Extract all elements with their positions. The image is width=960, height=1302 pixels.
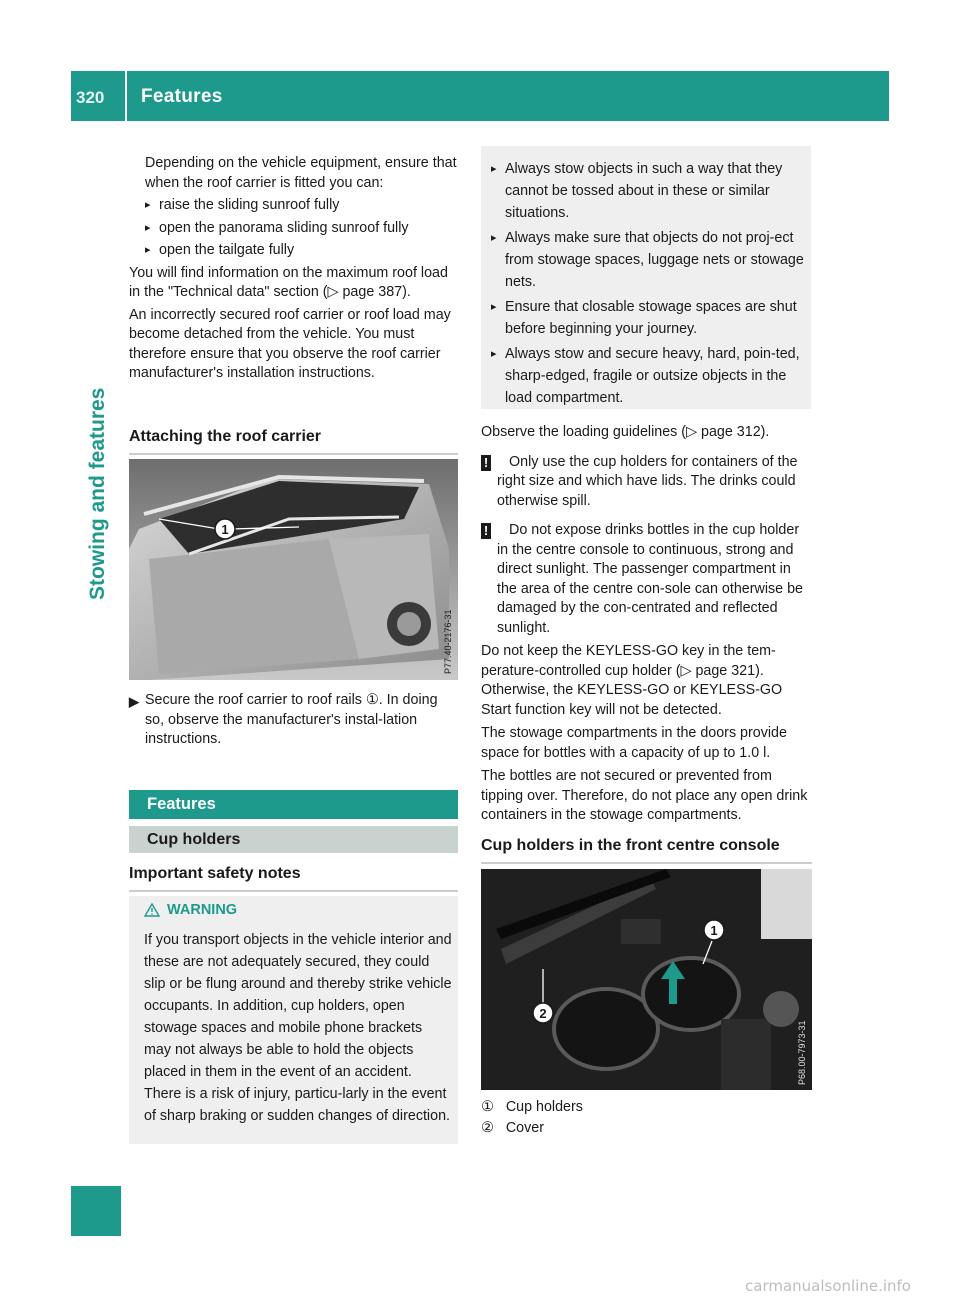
legend-item	[481, 1118, 811, 1139]
notice-icon: !	[481, 455, 491, 471]
heading-attaching-roof-carrier: Attaching the roof carrier	[129, 427, 458, 455]
warning-title: WARNING	[167, 902, 238, 918]
legend-item	[481, 1097, 811, 1118]
cup-image-code: P68.00-7973-31	[797, 1020, 807, 1085]
list-item: ▸ Always make sure that objects do not proj-ect from stowage spaces, luggage nets or stowage nets.	[491, 227, 805, 293]
roof-warning-text: An incorrectly secured roof carrier or roof load may become detached from the vehicle. You must therefore ensure that you observe the roof carrier manufacturer's installation instructions.	[129, 306, 451, 381]
vehicle-illustration	[129, 459, 458, 680]
section-bar-features: Features	[129, 790, 458, 819]
list-item: ▸ raise the sliding sunroof fully	[145, 196, 459, 216]
legend-number: ②	[481, 1120, 494, 1136]
intro-text: Depending on the vehicle equipment, ensure that when the roof carrier is fitted you can:	[145, 155, 457, 191]
cup-callout-2: 2	[539, 1006, 547, 1021]
list-item: ▸ open the tailgate fully	[145, 241, 459, 261]
subsection-bar-cup-holders: Cup holders	[129, 826, 458, 853]
legend-label: Cover	[505, 1120, 544, 1136]
step-arrow-icon: ▶	[129, 694, 139, 709]
cup-holder-image	[481, 869, 812, 1090]
heading-important-safety-notes: Important safety notes	[129, 864, 458, 892]
console-illustration	[481, 869, 812, 1090]
bottles-text: The bottles are not secured or prevented from tipping over. Therefore, do not place any open drink containers in the stowage compartments.	[481, 768, 808, 823]
list-item: ▸ Ensure that closable stowage spaces are shut before beginning your journey.	[491, 296, 805, 340]
list-item: ▸ Always stow objects in such a way that they cannot be tossed about in these or similar situations.	[491, 158, 805, 224]
header-divider	[125, 71, 127, 121]
notice-icon: !	[481, 523, 491, 539]
left-column	[129, 154, 459, 384]
right-column-text	[481, 423, 813, 826]
notice-cup-size: Only use the cup holders for containers of the right size and which have lids. The drinks could otherwise spill.	[497, 453, 798, 509]
watermark: carmanualsonline.info	[745, 1277, 911, 1295]
heading-cup-holders-front-console: Cup holders in the front centre console	[481, 836, 812, 864]
roof-image-code: P77.40-2176-31	[443, 609, 453, 674]
warning-triangle-icon	[144, 903, 160, 917]
keyless-go-text: Do not keep the KEYLESS-GO key in the tem-perature-controlled cup holder (▷ page 321). Otherwise, the KEYLESS-GO or KEYLESS-GO Start function key will not be detected.	[481, 643, 783, 718]
list-item: ▸ open the panorama sliding sunroof fully	[145, 219, 459, 239]
safety-bullets-box	[481, 146, 811, 409]
roof-load-text: You will find information on the maximum roof load in the "Technical data" section (▷ page 387).	[129, 264, 448, 300]
roof-carrier-image	[129, 459, 458, 680]
chapter-marker	[71, 1186, 121, 1236]
list-item: ▸ Always stow and secure heavy, hard, poin-ted, sharp-edged, fragile or outsize objects in the load compartment.	[491, 343, 805, 409]
roof-step	[129, 691, 459, 750]
cup-callout-1: 1	[710, 923, 718, 938]
warning-box	[129, 896, 458, 1144]
legend-number: ①	[481, 1099, 494, 1115]
notice-sunlight: Do not expose drinks bottles in the cup holder in the centre console to continuous, strong and direct sunlight. The passenger compartment in the area of the centre con-sole can otherwise be damaged by the con-centrated and reflected sunlight.	[497, 522, 803, 636]
page-title: Features	[141, 86, 223, 107]
door-compartments-text: The stowage compartments in the doors provide space for bottles with a capacity of up to 1.0 l.	[481, 725, 787, 761]
warning-text: If you transport objects in the vehicle interior and these are not adequately secured, they could slip or be flung around and thereby strike vehicle occupants. In addition, cup holders, open stowage spaces and mobile phone brackets may not always be able to hold the objects placed in them in the event of an accident. There is a risk of injury, particu-larly in the event of sharp braking or sudden changes of direction.	[144, 932, 452, 1124]
roof-callout-1: 1	[221, 522, 229, 537]
page-number: 320	[76, 88, 105, 107]
loading-guidelines-text: Observe the loading guidelines (▷ page 312).	[481, 424, 770, 440]
legend-label: Cup holders	[505, 1099, 583, 1115]
chapter-side-label: Stowing and features	[86, 387, 109, 600]
step-text: Secure the roof carrier to roof rails ①. In doing so, observe the manufacturer's instal-lation instructions.	[145, 692, 438, 747]
cup-legend	[481, 1097, 811, 1139]
